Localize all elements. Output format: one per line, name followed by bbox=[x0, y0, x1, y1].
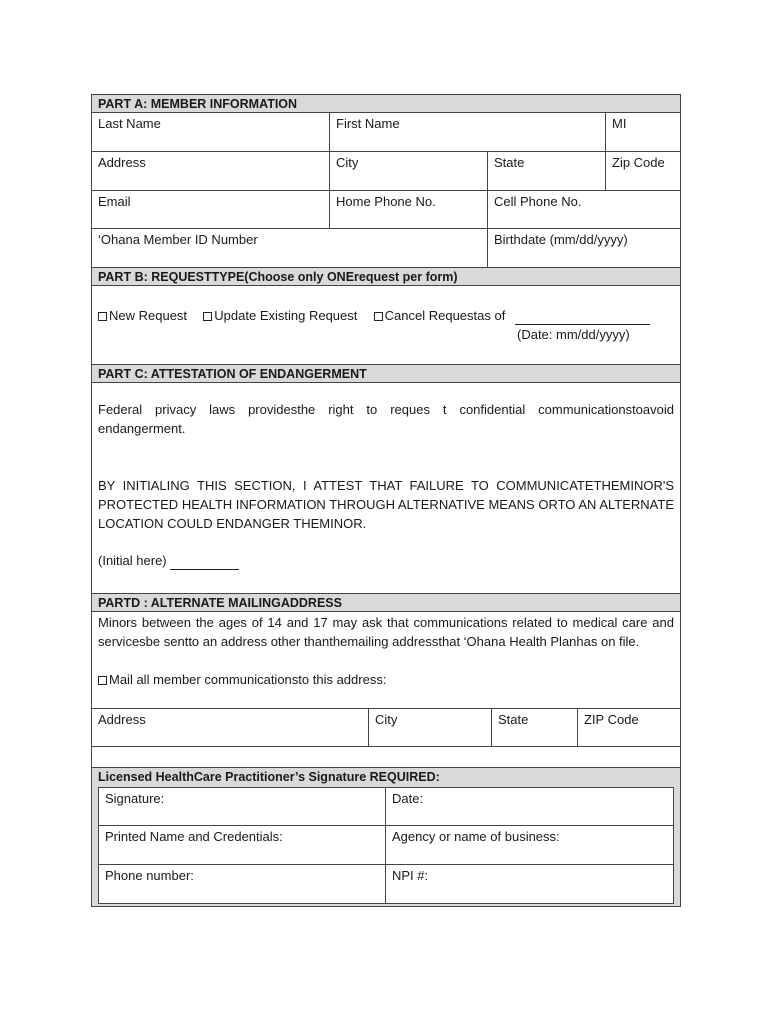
member-id-label: ‘Ohana Member ID Number bbox=[98, 232, 258, 247]
mail-all-checkbox[interactable] bbox=[98, 676, 107, 685]
contact-row bbox=[92, 191, 680, 229]
email-label: Email bbox=[98, 194, 131, 209]
minors-paragraph: Minors between the ages of 14 and 17 may ask that communications related to medical care and servicesbe sentto an address other thanthemailing addressthat ‘Ohana Health Planhas on file. bbox=[98, 615, 674, 649]
state-field[interactable] bbox=[488, 152, 606, 190]
alt-address-row bbox=[92, 708, 680, 747]
attestation-paragraph: BY INITIALING THIS SECTION, I ATTEST THAT FAILURE TO COMMUNICATETHEMINOR'S PROTECTED HEALTH INFORMATION THROUGH ALTERNATIVE MEANS ORTO AN ALTERNATE LOCATION COULD ENDANGER THEMINOR. bbox=[98, 478, 674, 531]
signature-header: Licensed HealthCare Practitioner’s Signature REQUIRED: bbox=[98, 770, 440, 784]
address-label: Address bbox=[98, 155, 146, 170]
alt-address-label: Address bbox=[98, 712, 146, 727]
signature-row bbox=[99, 788, 673, 826]
last-name-label: Last Name bbox=[98, 116, 161, 131]
part-a-header: PART A: MEMBER INFORMATION bbox=[92, 94, 680, 113]
phone-label: Phone number: bbox=[105, 868, 194, 883]
alt-zip-label: ZIP Code bbox=[584, 712, 639, 727]
mi-field[interactable] bbox=[606, 113, 680, 151]
printed-name-label: Printed Name and Credentials: bbox=[105, 829, 283, 844]
alternate-address-section bbox=[92, 612, 680, 708]
printed-name-field[interactable] bbox=[99, 826, 386, 864]
zip-label: Zip Code bbox=[612, 155, 665, 170]
initial-label: (Initial here) bbox=[98, 553, 167, 568]
home-phone-field[interactable] bbox=[330, 191, 488, 228]
signature-section bbox=[92, 767, 680, 907]
zip-field[interactable] bbox=[606, 152, 680, 190]
request-form bbox=[91, 94, 681, 907]
signature-field[interactable] bbox=[99, 788, 386, 825]
cell-phone-label: Cell Phone No. bbox=[494, 194, 582, 209]
update-request-label: Update Existing Request bbox=[214, 308, 358, 323]
signature-label: Signature: bbox=[105, 791, 165, 806]
state-label: State bbox=[494, 155, 525, 170]
agency-field[interactable] bbox=[386, 826, 673, 864]
email-field[interactable] bbox=[92, 191, 330, 228]
cell-phone-field[interactable] bbox=[488, 191, 680, 228]
cancel-date-line[interactable] bbox=[515, 310, 650, 325]
cancel-request-checkbox[interactable] bbox=[374, 312, 383, 321]
first-name-label: First Name bbox=[336, 116, 400, 131]
alt-city-label: City bbox=[375, 712, 398, 727]
new-request-checkbox[interactable] bbox=[98, 312, 107, 321]
alt-zip-field[interactable] bbox=[578, 709, 680, 746]
npi-label: NPI #: bbox=[392, 868, 429, 883]
alt-state-label: State bbox=[498, 712, 529, 727]
city-label: City bbox=[336, 155, 359, 170]
part-d-header: PARTD : ALTERNATE MAILINGADDRESS bbox=[92, 593, 680, 612]
privacy-paragraph: Federal privacy laws providesthe right to reques t confidential communicationstoavoid endangerment. bbox=[98, 402, 674, 436]
signature-table bbox=[98, 787, 674, 904]
mail-all-label: Mail all member communicationsto this address: bbox=[109, 672, 387, 687]
npi-field[interactable] bbox=[386, 865, 673, 903]
alt-address-field[interactable] bbox=[92, 709, 369, 746]
request-type-section bbox=[92, 286, 680, 364]
initial-line[interactable] bbox=[170, 555, 239, 570]
update-request-checkbox[interactable] bbox=[203, 312, 212, 321]
attestation-section bbox=[92, 383, 680, 593]
home-phone-label: Home Phone No. bbox=[336, 194, 436, 209]
date-hint: (Date: mm/dd/yyyy) bbox=[517, 327, 630, 342]
birthdate-label: Birthdate (mm/dd/yyyy) bbox=[494, 232, 628, 247]
agency-label: Agency or name of business: bbox=[392, 829, 560, 844]
address-field[interactable] bbox=[92, 152, 330, 190]
mi-label: MI bbox=[612, 116, 627, 131]
last-name-field[interactable] bbox=[92, 113, 330, 151]
part-c-header: PART C: ATTESTATION OF ENDANGERMENT bbox=[92, 364, 680, 383]
first-name-field[interactable] bbox=[330, 113, 606, 151]
alt-city-field[interactable] bbox=[369, 709, 492, 746]
name-row bbox=[92, 113, 680, 152]
phone-field[interactable] bbox=[99, 865, 386, 903]
new-request-label: New Request bbox=[109, 308, 188, 323]
date-label: Date: bbox=[392, 791, 424, 806]
address-row bbox=[92, 152, 680, 191]
id-row bbox=[92, 229, 680, 267]
alt-state-field[interactable] bbox=[492, 709, 578, 746]
phone-row bbox=[99, 865, 673, 903]
member-id-field[interactable] bbox=[92, 229, 488, 267]
birthdate-field[interactable] bbox=[488, 229, 680, 267]
credentials-row bbox=[99, 826, 673, 865]
city-field[interactable] bbox=[330, 152, 488, 190]
date-field[interactable] bbox=[386, 788, 673, 825]
cancel-request-label: Cancel Requestas of bbox=[384, 308, 506, 323]
spacer-row bbox=[92, 747, 680, 767]
part-b-header: PART B: REQUESTTYPE(Choose only ONErequest per form) bbox=[92, 267, 680, 286]
